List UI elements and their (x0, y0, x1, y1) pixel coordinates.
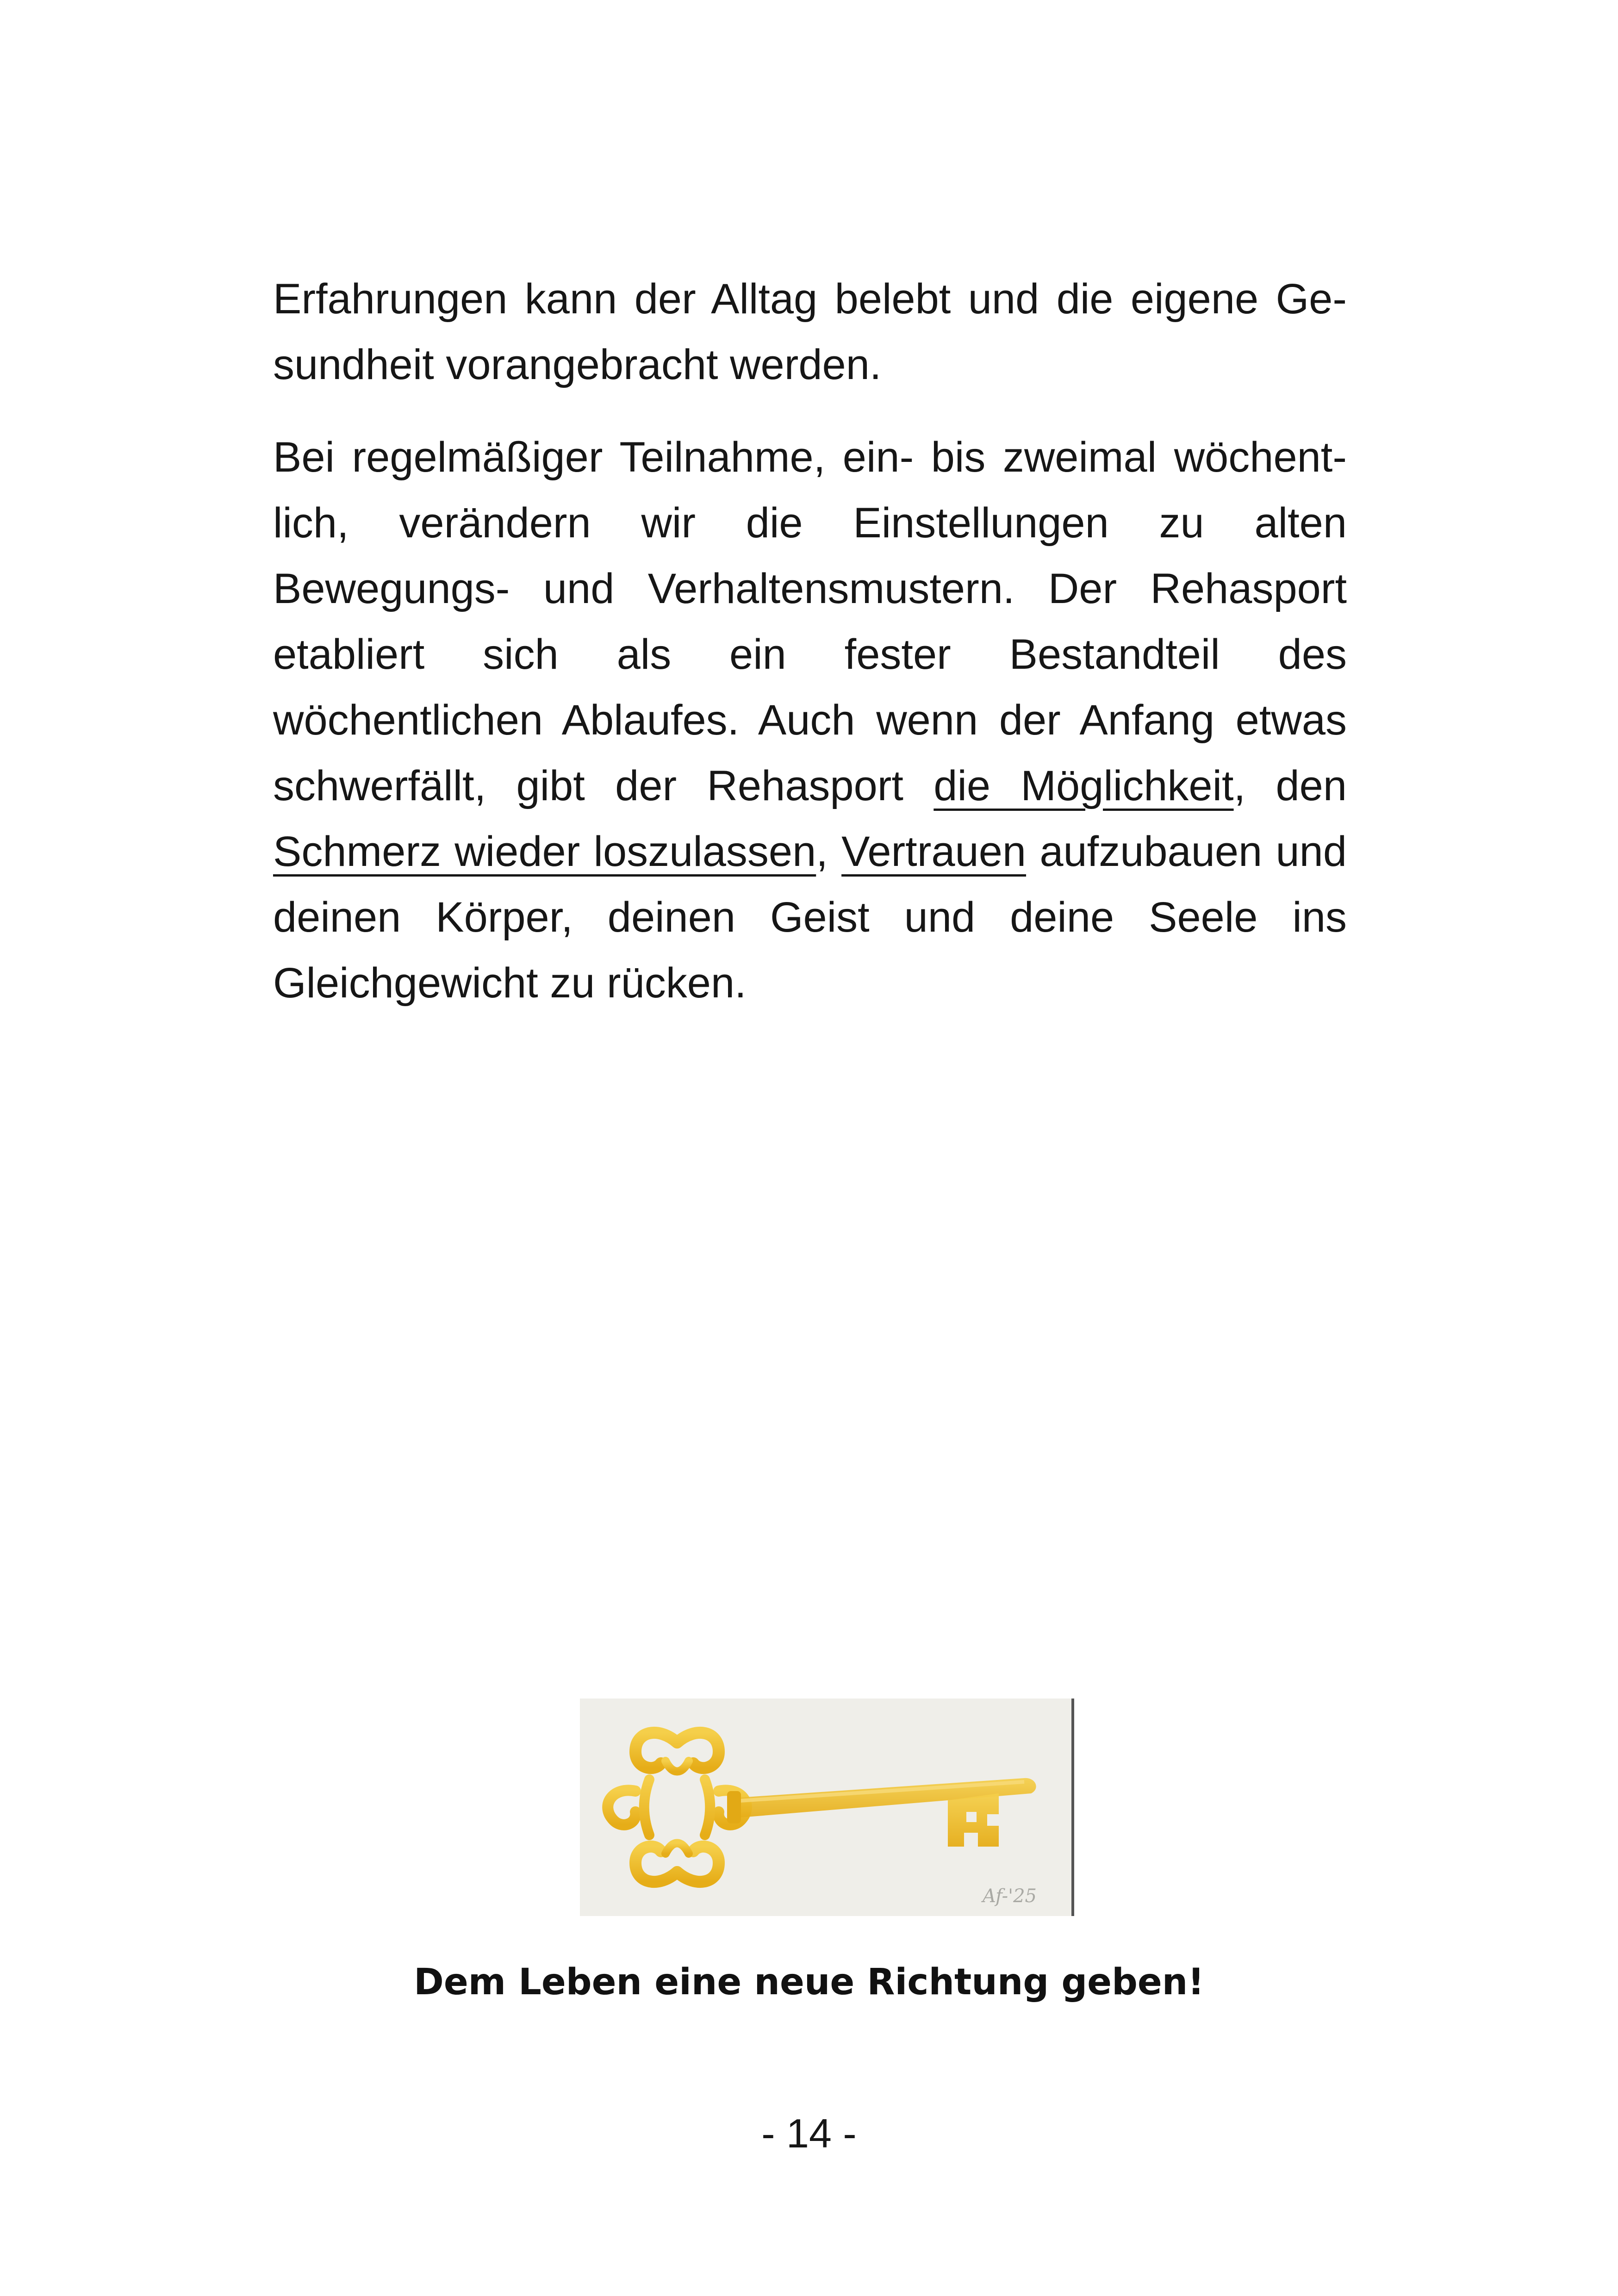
paragraph-2-text-3: , (816, 828, 842, 875)
underlined-phrase-possibility: die Möglichkeit (933, 762, 1234, 809)
paragraph-2-text-1: Bei regelmäßiger Teilnahme, ein- bis zweimal wöchentlich, verändern wir die Einstellungen zu alten Bewegungs- und Verhaltensmustern. Der Rehasport etabliert sich als ein fester Bestandteil des wöchentlichen Ablaufes. Auch wenn der Anfang etwas schwerfällt, gibt der Rehasport (273, 434, 1347, 809)
paragraph-2 (273, 424, 1347, 1016)
paragraph-2-text-2: , den (1233, 762, 1347, 809)
underlined-phrase-trust: Vertrauen (841, 828, 1027, 875)
page-number: - 14 - (761, 2110, 857, 2156)
key-illustration (580, 1699, 1074, 1916)
golden-key-icon (580, 1699, 1069, 1916)
paragraph-1: Erfahrungen kann der Alltag belebt und die eigene Gesundheit vorangebracht werden. (273, 275, 1347, 388)
artist-signature: Af-'25 (983, 1885, 1037, 1907)
paragraph-2-text-4: aufzubauen und deinen Körper, deinen Geist und deine Seele ins Gleichgewicht zu rücken. (273, 828, 1347, 1007)
underlined-phrase-let-go-pain: Schmerz wieder loszulassen (273, 828, 816, 875)
body-text (273, 266, 1347, 1016)
caption: Dem Leben eine neue Richtung geben! (414, 1961, 1204, 2003)
